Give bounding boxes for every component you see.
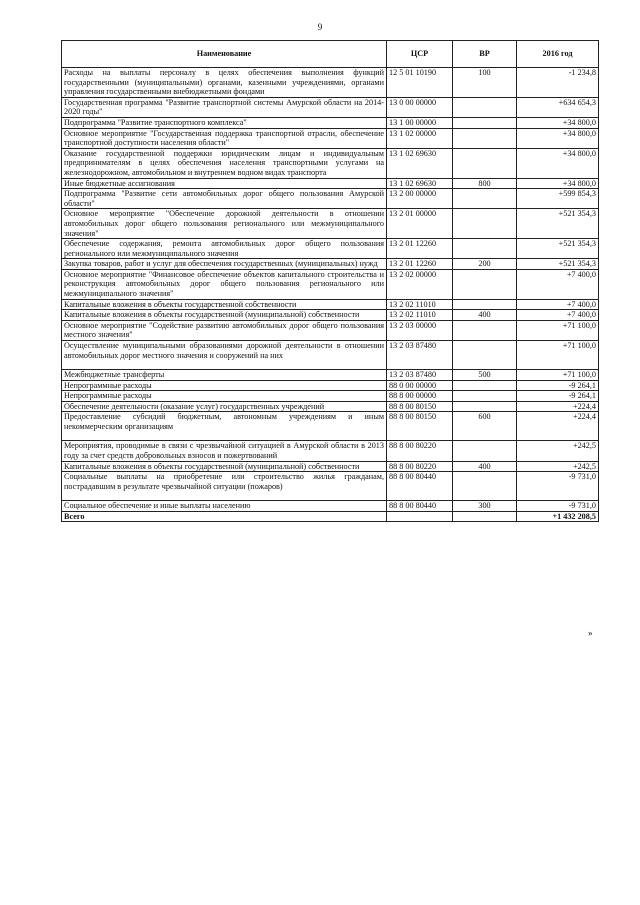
row-vr [453, 209, 517, 239]
row-amount: +599 854,3 [517, 189, 599, 209]
row-name: Непрограммные расходы [62, 380, 387, 391]
row-amount: +224,4 [517, 401, 599, 412]
row-vr [453, 189, 517, 209]
row-csr: 13 2 03 87480 [387, 341, 453, 370]
row-name: Межбюджетные трансферты [62, 370, 387, 381]
header-name: Наименование [62, 41, 387, 68]
table-row [62, 441, 599, 461]
row-name: Основное мероприятие "Финансовое обеспечение объектов капитального строительства и реконструкция автомобильных дорог общего пользования регионального или межмуниципального значения" [62, 269, 387, 299]
row-csr: 88 8 00 80220 [387, 461, 453, 472]
row-amount: +224,4 [517, 412, 599, 441]
row-csr: 13 2 01 12260 [387, 259, 453, 270]
table-row [62, 380, 599, 391]
row-name: Расходы на выплаты персоналу в целях обеспечения выполнения функций государственными (муниципальными) органами, казенными учреждениями, органами управления государственными внебюджетными фондами [62, 68, 387, 98]
row-name: Основное мероприятие "Содействие развитию автомобильных дорог общего пользования местного значения" [62, 320, 387, 340]
row-amount: +242,5 [517, 441, 599, 461]
row-amount: +7 400,0 [517, 269, 599, 299]
row-name: Капитальные вложения в объекты государственной (муниципальной) собственности [62, 310, 387, 321]
row-name: Государственная программа "Развитие транспортной системы Амурской области на 2014-2020 годы" [62, 97, 387, 117]
row-amount: +71 100,0 [517, 341, 599, 370]
table-row [62, 320, 599, 340]
row-amount: +521 354,3 [517, 239, 599, 259]
row-amount: +34 800,0 [517, 178, 599, 189]
table-row [62, 209, 599, 239]
row-vr [453, 341, 517, 370]
row-csr: 88 0 00 00000 [387, 380, 453, 391]
table-row [62, 97, 599, 117]
row-vr [453, 472, 517, 501]
row-vr [453, 391, 517, 402]
row-csr: 13 0 00 00000 [387, 97, 453, 117]
row-vr: 400 [453, 310, 517, 321]
total-csr [387, 511, 453, 522]
row-csr: 13 2 01 12260 [387, 239, 453, 259]
row-name: Осуществление муниципальными образованиями дорожной деятельности в отношении автомобильных дорог местного значения и сооружений на них [62, 341, 387, 370]
row-vr [453, 320, 517, 340]
table-row [62, 310, 599, 321]
row-vr [453, 117, 517, 128]
row-amount: +71 100,0 [517, 370, 599, 381]
row-amount: -9 264,1 [517, 391, 599, 402]
row-amount: -1 234,8 [517, 68, 599, 98]
row-vr: 400 [453, 461, 517, 472]
row-name: Социальные выплаты на приобретение или строительство жилья гражданам, пострадавшим в результате чрезвычайной ситуации (пожаров) [62, 472, 387, 501]
total-label: Всего [62, 511, 387, 522]
row-amount: +71 100,0 [517, 320, 599, 340]
table-row [62, 68, 599, 98]
row-csr: 13 2 02 11010 [387, 310, 453, 321]
row-vr [453, 299, 517, 310]
row-csr: 12 5 01 10190 [387, 68, 453, 98]
row-vr: 300 [453, 501, 517, 512]
row-name: Иные бюджетные ассигнования [62, 178, 387, 189]
row-name: Капитальные вложения в объекты государственной собственности [62, 299, 387, 310]
row-vr [453, 128, 517, 148]
row-amount: +634 654,3 [517, 97, 599, 117]
budget-table [61, 40, 599, 522]
row-csr: 13 1 00 00000 [387, 117, 453, 128]
table-row [62, 412, 599, 441]
row-csr: 88 8 00 80220 [387, 441, 453, 461]
table-row [62, 472, 599, 501]
row-name: Закупка товаров, работ и услуг для обеспечения государственных (муниципальных) нужд [62, 259, 387, 270]
row-csr: 13 2 02 00000 [387, 269, 453, 299]
row-csr: 13 2 02 11010 [387, 299, 453, 310]
total-amount: +1 432 208,5 [517, 511, 599, 522]
row-name: Предоставление субсидий бюджетным, автономным учреждениям и иным некоммерческим организациям [62, 412, 387, 441]
row-vr [453, 269, 517, 299]
row-vr [453, 380, 517, 391]
row-name: Обеспечение деятельности (оказание услуг) государственных учреждений [62, 401, 387, 412]
table-row [62, 189, 599, 209]
row-amount: +242,5 [517, 461, 599, 472]
row-amount: +7 400,0 [517, 310, 599, 321]
row-name: Мероприятия, проводимые в связи с чрезвычайной ситуацией в Амурской области в 2013 году за счет средств добровольных взносов и пожертвований [62, 441, 387, 461]
table-row [62, 239, 599, 259]
table-row [62, 461, 599, 472]
closing-quote: » [588, 628, 593, 638]
row-name: Основное мероприятие "Обеспечение дорожной деятельности в отношении автомобильных дорог общего пользования регионального или межмуниципального значения" [62, 209, 387, 239]
row-amount: +34 800,0 [517, 117, 599, 128]
table-row [62, 128, 599, 148]
row-vr: 800 [453, 178, 517, 189]
table-row [62, 341, 599, 370]
row-csr: 13 1 02 69630 [387, 178, 453, 189]
row-vr: 600 [453, 412, 517, 441]
header-year: 2016 год [517, 41, 599, 68]
row-amount: -9 731,0 [517, 501, 599, 512]
row-vr [453, 97, 517, 117]
table-row [62, 259, 599, 270]
row-amount: +34 800,0 [517, 148, 599, 178]
row-amount: +521 354,3 [517, 259, 599, 270]
row-name: Подпрограмма "Развитие сети автомобильных дорог общего пользования Амурской области" [62, 189, 387, 209]
header-csr: ЦСР [387, 41, 453, 68]
total-row [62, 511, 599, 522]
table-header-row [62, 41, 599, 68]
row-csr: 88 8 00 80150 [387, 401, 453, 412]
row-csr: 88 8 00 80440 [387, 501, 453, 512]
row-name: Непрограммные расходы [62, 391, 387, 402]
row-vr [453, 441, 517, 461]
table-row [62, 299, 599, 310]
row-amount: +521 354,3 [517, 209, 599, 239]
row-amount: +34 800,0 [517, 128, 599, 148]
row-csr: 13 2 03 87480 [387, 370, 453, 381]
table-row [62, 117, 599, 128]
row-csr: 13 2 01 00000 [387, 209, 453, 239]
row-vr: 100 [453, 68, 517, 98]
row-name: Обеспечение содержания, ремонта автомобильных дорог общего пользования регионального или межмуниципального значения [62, 239, 387, 259]
row-csr: 13 1 02 00000 [387, 128, 453, 148]
table-row [62, 391, 599, 402]
row-vr [453, 239, 517, 259]
total-vr [453, 511, 517, 522]
row-name: Основное мероприятие "Государственная поддержка транспортной отрасли, обеспечение транспортной доступности населения области" [62, 128, 387, 148]
row-amount: +7 400,0 [517, 299, 599, 310]
row-csr: 13 2 03 00000 [387, 320, 453, 340]
table-row [62, 269, 599, 299]
row-vr [453, 148, 517, 178]
row-csr: 88 8 00 80440 [387, 472, 453, 501]
row-csr: 88 8 00 00000 [387, 391, 453, 402]
row-vr: 500 [453, 370, 517, 381]
row-amount: -9 264,1 [517, 380, 599, 391]
table-row [62, 501, 599, 512]
table-row [62, 178, 599, 189]
row-csr: 88 8 00 80150 [387, 412, 453, 441]
row-amount: -9 731,0 [517, 472, 599, 501]
row-name: Подпрограмма "Развитие транспортного комплекса" [62, 117, 387, 128]
table-row [62, 370, 599, 381]
row-name: Оказание государственной поддержки юридическим лицам и индивидуальным предпринимателям в целях обеспечения населения транспортными услугами на железнодорожном, автомобильном и внутреннем водном видах транспорта [62, 148, 387, 178]
row-vr: 200 [453, 259, 517, 270]
row-vr [453, 401, 517, 412]
row-name: Капитальные вложения в объекты государственной (муниципальной) собственности [62, 461, 387, 472]
table-row [62, 148, 599, 178]
row-csr: 13 2 00 00000 [387, 189, 453, 209]
row-name: Социальное обеспечение и иные выплаты населению [62, 501, 387, 512]
row-csr: 13 1 02 69630 [387, 148, 453, 178]
table-row [62, 401, 599, 412]
header-vr: ВР [453, 41, 517, 68]
page-number: 9 [317, 22, 323, 32]
